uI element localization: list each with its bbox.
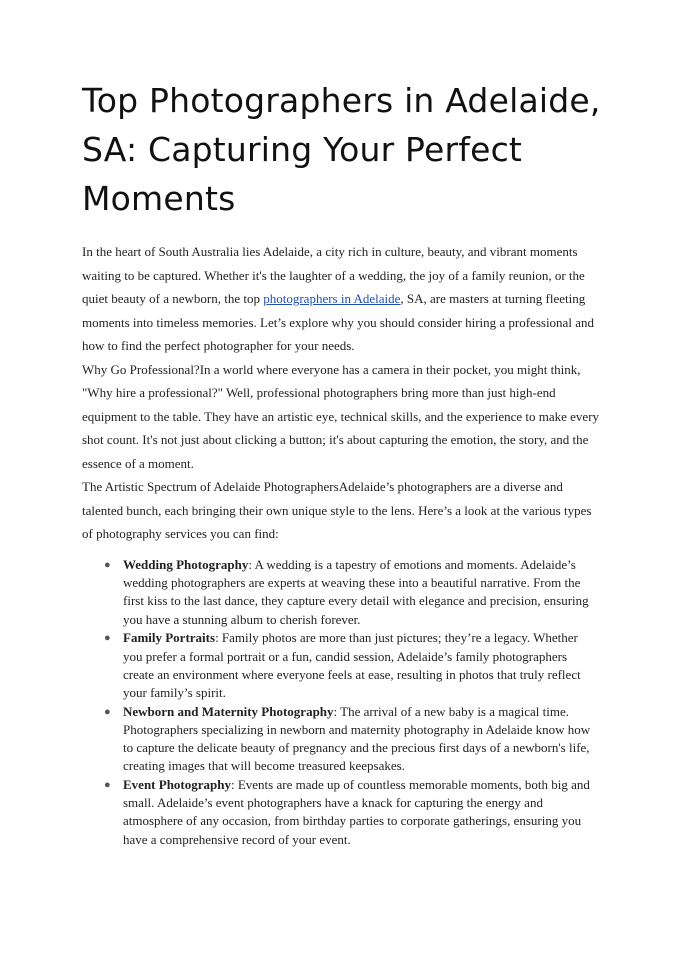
service-term: Family Portraits	[123, 630, 216, 646]
list-item	[104, 776, 600, 849]
list-item	[104, 703, 600, 776]
artistic-spectrum-paragraph: The Artistic Spectrum of Adelaide PhotographersAdelaide’s photographers are a diverse and talented bunch, each bringing their own unique style to the lens. Here’s a look at the various types of photography services you can find:	[82, 479, 592, 541]
list-item	[104, 556, 600, 629]
list-item	[104, 629, 600, 702]
service-description: : Events are made up of countless memorable moments, both big and small. Adelaide’s event photographers have a knack for capturing the energy and atmosphere of any occasion, from birthday parties to corporate gatherings, ensuring you have a comprehensive record of your event.	[123, 776, 590, 847]
photographers-in-adelaide-link[interactable]: photographers in Adelaide	[263, 291, 401, 306]
bullet-icon: ●	[104, 778, 111, 791]
service-term: Wedding Photography	[123, 557, 249, 572]
service-description: : The arrival of a new baby is a magical time. Photographers specializing in newborn and maternity photography in Adelaide know how to capture the delicate beauty of pregnancy and the precious first days of a newborn's life, creating images that will become treasured keepsakes.	[123, 703, 591, 774]
why-professional-paragraph: Why Go Professional?In a world where everyone has a camera in their pocket, you might think, "Why hire a professional?" Well, professional photographers bring more than just high-end equipment to the table. They have an artistic eye, technical skills, and the experience to make every shot count. It's not just about clicking a button; it's about capturing the emotion, the story, and the essence of a moment.	[82, 361, 600, 471]
bullet-icon: ●	[104, 705, 111, 718]
intro-text-start: In the heart of South Australia lies Adelaide, a city rich in culture, beauty, and vibrant moments waiting to be captured. Whether it's the laughter of a wedding, the joy of a family reunion, or the quiet beauty of a newborn, the top	[82, 244, 585, 306]
service-term: Event Photography	[123, 776, 231, 792]
services-list	[104, 556, 600, 849]
service-term: Newborn and Maternity Photography	[123, 703, 334, 719]
service-description: : A wedding is a tapestry of emotions and moments. Adelaide’s wedding photographers are experts at weaving these into a beautiful narrative. From the first kiss to the last dance, they capture every detail with elegance and precision, ensuring you have a stunning album to cherish forever.	[123, 557, 589, 627]
bullet-icon: ●	[104, 632, 111, 645]
intro-text-end: , SA, are masters at turning fleeting moments into timeless memories. Let’s explore why you should consider hiring a professional and how to find the perfect photographer for your needs.	[82, 291, 594, 353]
body-text	[82, 240, 602, 546]
intro-paragraph	[82, 240, 602, 358]
service-description: : Family photos are more than just pictures; they’re a legacy. Whether you prefer a formal portrait or a fun, candid session, Adelaide’s family photographers create an environment where everyone feels at ease, resulting in photos that truly reflect your family’s spirit.	[123, 630, 581, 700]
page-title: Top Photographers in Adelaide, SA: Capturing Your Perfect Moments	[82, 81, 601, 218]
bullet-icon: ●	[104, 559, 111, 571]
